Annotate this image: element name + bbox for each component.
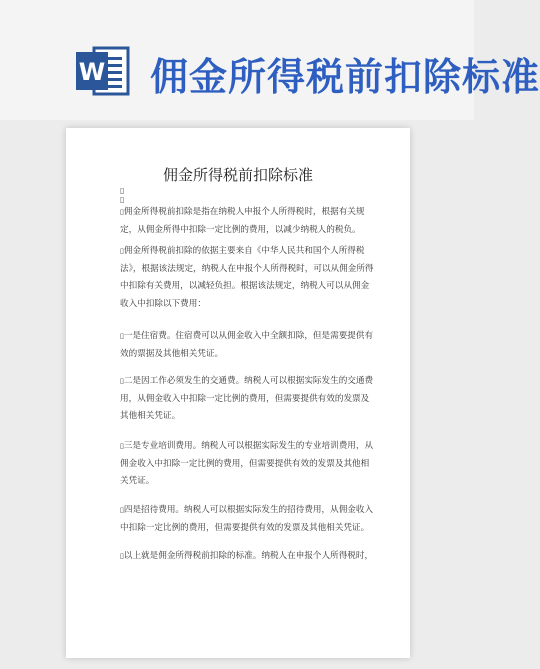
paragraph-item-4	[120, 502, 376, 537]
document-title: 佣金所得税前扣除标准	[162, 166, 313, 184]
paragraph-intro	[120, 204, 376, 239]
paragraph-marker: ▯	[120, 552, 124, 560]
paragraph-legal-basis	[120, 243, 376, 313]
paragraph-text: 佣金所得税前扣除是指在纳税人申报个人所得税时，根据有关规定，从佣金所得中扣除一定比例的费用，以减少纳税人的税负。	[120, 207, 365, 235]
paragraph-marker: ▯	[120, 506, 124, 514]
empty-paragraph-marker: ▯	[120, 186, 125, 195]
word-doc-icon	[74, 42, 132, 100]
paragraph-marker: ▯	[120, 377, 124, 385]
paragraph-text: 三是专业培训费用。纳税人可以根据实际发生的专业培训费用，从佣金收入中扣除一定比例的费用，但需要提供有效的发票及其他相关凭证。	[120, 441, 374, 486]
paragraph-text: 佣金所得税前扣除的依据主要来自《中华人民共和国个人所得税法》，根据该法规定，纳税人在申报个人所得税时，可以从佣金所得中扣除有关费用，以减轻负担。根据该法规定，纳税人可以从佣金收入中扣除以下费用：	[120, 246, 374, 309]
paragraph-marker: ▯	[120, 442, 124, 450]
paragraph-text: 一是住宿费。住宿费可以从佣金收入中全额扣除，但是需要提供有效的票据及其他相关凭证。	[120, 331, 374, 359]
paragraph-text: 四是招待费用。纳税人可以根据实际发生的招待费用，从佣金收入中扣除一定比例的费用，但需要提供有效的发票及其他相关凭证。	[120, 505, 374, 533]
paragraph-conclusion	[120, 548, 376, 566]
paragraph-marker: ▯	[120, 247, 124, 255]
paragraph-text: 以上就是佣金所得税前扣除的标准。纳税人在申报个人所得税时，	[123, 551, 374, 561]
paragraph-text: 二是因工作必须发生的交通费。纳税人可以根据实际发生的交通费用，从佣金收入中扣除一定比例的费用，但需要提供有效的发票及其他相关凭证。	[120, 376, 374, 421]
paragraph-item-1	[120, 328, 376, 363]
paragraph-marker: ▯	[120, 332, 124, 340]
word-icon-letter: W	[78, 58, 106, 86]
paragraph-item-3	[120, 438, 376, 491]
banner-title: 佣金所得税前扣除标准	[150, 55, 540, 99]
paragraph-marker: ▯	[120, 208, 124, 216]
paragraph-item-2	[120, 373, 376, 426]
empty-paragraph-marker: ▯	[120, 195, 125, 204]
document-page	[66, 128, 410, 658]
